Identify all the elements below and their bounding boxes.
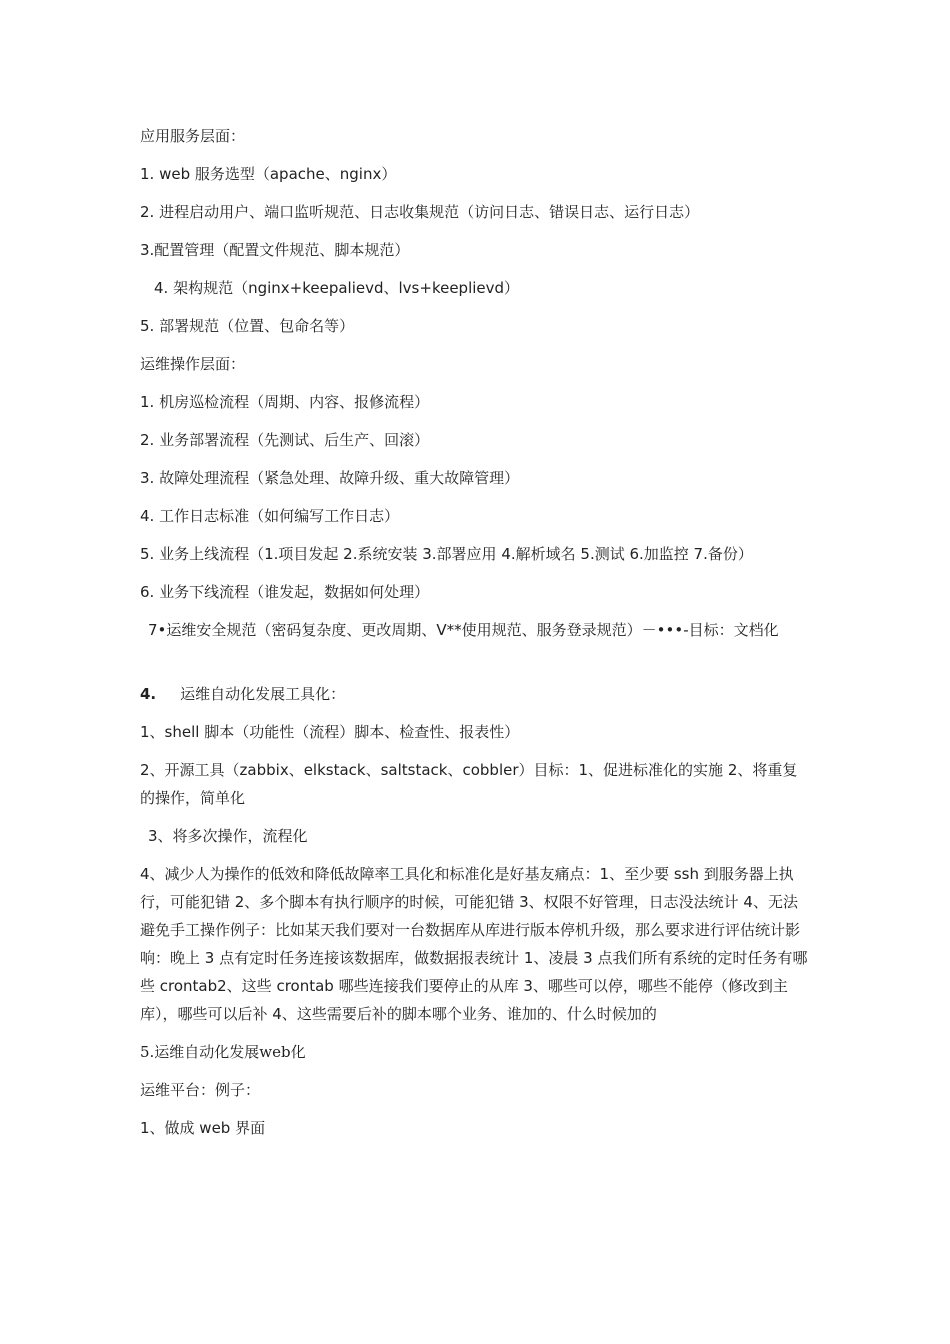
paragraph: 运维平台：例子：	[140, 1081, 261, 1099]
section-heading-app-service: 应用服务层面：	[140, 127, 246, 145]
list-item: 1、shell 脚本（功能性（流程）脚本、检查性、报表性）	[140, 723, 520, 741]
list-item: 6. 业务下线流程（谁发起，数据如何处理）	[140, 583, 430, 601]
section-title: 运维自动化发展工具化：	[180, 685, 346, 703]
list-item: 5. 部署规范（位置、包命名等）	[140, 317, 355, 335]
section-heading-web: 5.运维自动化发展web化	[140, 1043, 306, 1061]
list-item: 1. 机房巡检流程（周期、内容、报修流程）	[140, 393, 430, 411]
document-body	[140, 122, 810, 1152]
list-item: 2. 业务部署流程（先测试、后生产、回滚）	[140, 431, 430, 449]
section-heading-ops: 运维操作层面：	[140, 355, 246, 373]
paragraph: 4、减少人为操作的低效和降低故障率工具化和标准化是好基友痛点：1、至少要 ssh 到服务器上执行，可能犯错 2、多个脚本有执行顺序的时候，可能犯错 3、权限不好管理，日志没法统计 4、无法避免手工操作例子：比如某天我们要对一台数据库从库进行版本停机升级，那么要求进行评估统计影响：晚上 3 点有定时任务连接该数据库，做数据报表统计 1、凌晨 3 点我们所有系统的定时任务有哪些 crontab2、这些 crontab 哪些连接我们要停止的从库 3、哪些可以停，哪些不能停（修改到主库），哪些可以后补 4、这些需要后补的脚本哪个业务、谁加的、什么时候加的	[140, 865, 808, 1023]
section-number: 4.	[140, 685, 157, 703]
list-item: 7•运维安全规范（密码复杂度、更改周期、V**使用规范、服务登录规范）－•••-目标：文档化	[148, 621, 779, 639]
list-item: 3.配置管理（配置文件规范、脚本规范）	[140, 241, 410, 259]
list-item: 4. 架构规范（nginx+keepalievd、lvs+keeplievd）	[154, 279, 520, 297]
list-item: 4. 工作日志标准（如何编写工作日志）	[140, 507, 400, 525]
list-item: 3、将多次操作，流程化	[148, 827, 308, 845]
section-heading-tooling	[140, 680, 810, 708]
list-item: 2. 进程启动用户、端口监听规范、日志收集规范（访问日志、错误日志、运行日志）	[140, 203, 700, 221]
list-item: 5. 业务上线流程（1.项目发起 2.系统安装 3.部署应用 4.解析域名 5.测试 6.加监控 7.备份）	[140, 545, 753, 563]
list-item: 2、开源工具（zabbix、elkstack、saltstack、cobbler）目标：1、促进标准化的实施 2、将重复的操作，简单化	[140, 761, 798, 807]
list-item: 1、做成 web 界面	[140, 1119, 266, 1137]
list-item: 3. 故障处理流程（紧急处理、故障升级、重大故障管理）	[140, 469, 520, 487]
list-item: 1. web 服务选型（apache、nginx）	[140, 165, 397, 183]
